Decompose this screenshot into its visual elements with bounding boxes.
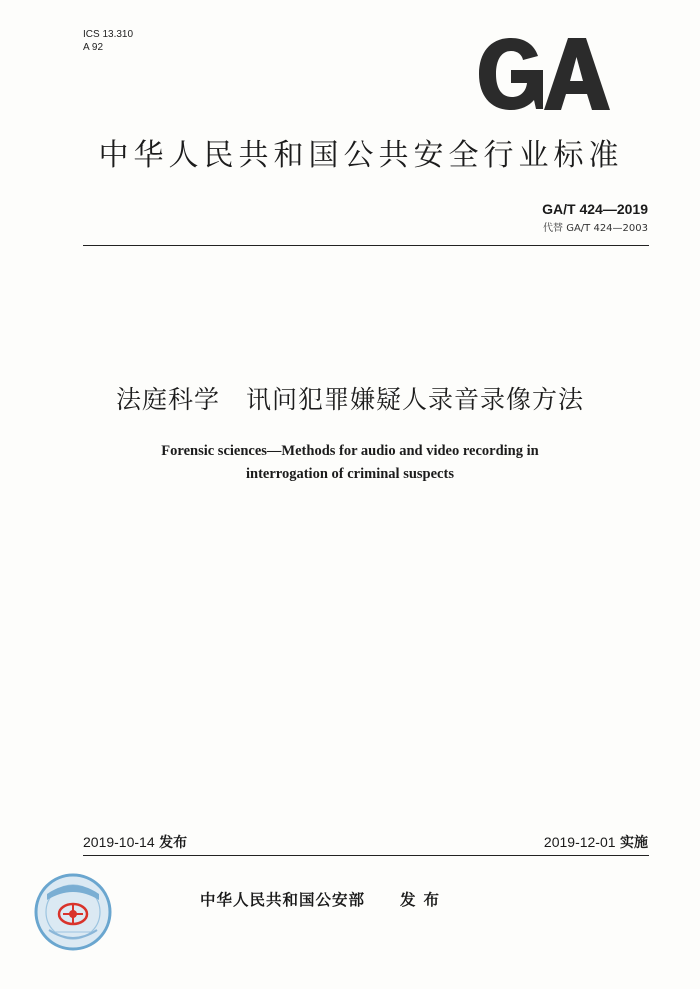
english-title-line-1: Forensic sciences—Methods for audio and video recording in bbox=[161, 443, 539, 459]
standard-code: GA/T 424—2019 bbox=[542, 201, 648, 217]
document-title-chinese: 法庭科学 讯问犯罪嫌疑人录音录像方法 bbox=[115, 385, 584, 414]
seal-stamp-icon bbox=[33, 872, 113, 952]
implementation-label: 实施 bbox=[620, 835, 648, 851]
standard-category-title: 中华人民共和国公共安全行业标准 bbox=[98, 138, 624, 173]
implementation-date: 2019-12-01 bbox=[543, 834, 616, 850]
publisher-line bbox=[200, 888, 447, 910]
ics-code: ICS 13.310 bbox=[83, 29, 134, 40]
ga-logo bbox=[476, 36, 612, 112]
english-title-line-2: interrogation of criminal suspects bbox=[246, 466, 454, 482]
replaces-code: 代替 GA/T 424—2003 bbox=[543, 223, 648, 234]
implementation-date-block bbox=[544, 832, 648, 852]
publisher-name: 中华人民共和国公安部 bbox=[200, 891, 366, 909]
document-title-english bbox=[60, 440, 640, 486]
top-divider bbox=[83, 245, 649, 246]
issue-date-block bbox=[83, 832, 187, 852]
issue-label: 发布 bbox=[159, 835, 188, 851]
ccs-code: A 92 bbox=[83, 42, 104, 53]
bottom-divider bbox=[83, 855, 649, 856]
classification-codes bbox=[83, 28, 133, 54]
standard-code-block bbox=[542, 201, 648, 234]
issue-date: 2019-10-14 bbox=[83, 834, 155, 850]
publisher-action: 发布 bbox=[399, 891, 447, 909]
